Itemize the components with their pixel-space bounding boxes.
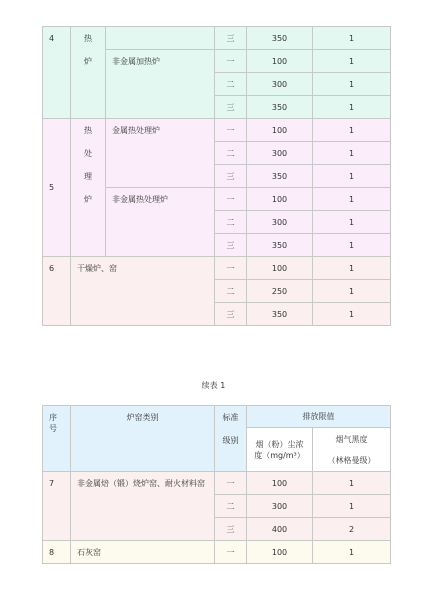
grade: 一 <box>215 472 247 495</box>
dust-value: 350 <box>247 303 313 326</box>
grade: 一 <box>215 541 247 564</box>
dust-value: 100 <box>247 50 313 73</box>
seq-header: 序 号 <box>43 406 71 472</box>
kiln-type-header: 炉窑类别 <box>71 406 215 472</box>
sub-type: 非金属加热炉 <box>106 50 215 119</box>
blackness: 1 <box>313 96 391 119</box>
kiln-type: 非金属焙（锻）烧炉窑、耐火材料窑 <box>71 472 215 541</box>
kiln-type: 石灰窑 <box>71 541 215 564</box>
kiln-type: 干燥炉、窑 <box>71 257 215 326</box>
blackness: 1 <box>313 50 391 73</box>
blackness: 1 <box>313 142 391 165</box>
table-caption: 续表 1 <box>201 381 226 390</box>
row-number: 4 <box>43 27 71 119</box>
grade: 三 <box>215 303 247 326</box>
grade: 三 <box>215 165 247 188</box>
blackness: 1 <box>313 188 391 211</box>
grade: 三 <box>215 96 247 119</box>
dust-value: 100 <box>247 472 313 495</box>
grade-header: 标准 级别 <box>215 406 247 472</box>
blackness: 1 <box>313 165 391 188</box>
grade: 一 <box>215 50 247 73</box>
dust-value: 350 <box>247 165 313 188</box>
blackness: 1 <box>313 73 391 96</box>
grade: 二 <box>215 142 247 165</box>
blackness: 1 <box>313 541 391 564</box>
dust-value: 100 <box>247 541 313 564</box>
dust-header: 烟（粉）尘浓 度（mg/m³） <box>247 428 313 472</box>
blackness: 1 <box>313 303 391 326</box>
emission-table-part1 <box>42 26 391 326</box>
dust-value: 300 <box>247 211 313 234</box>
dust-value: 350 <box>247 96 313 119</box>
dust-value: 100 <box>247 119 313 142</box>
dust-value: 100 <box>247 188 313 211</box>
blackness: 1 <box>313 280 391 303</box>
dust-value: 100 <box>247 257 313 280</box>
kiln-type: 热 炉 <box>71 27 106 119</box>
dust-value: 300 <box>247 73 313 96</box>
grade: 一 <box>215 188 247 211</box>
grade: 三 <box>215 27 247 50</box>
blackness: 1 <box>313 234 391 257</box>
sub-type <box>106 27 215 50</box>
grade: 一 <box>215 257 247 280</box>
grade: 二 <box>215 73 247 96</box>
dust-value: 300 <box>247 142 313 165</box>
emission-table-part2 <box>42 405 391 564</box>
blackness-header: 烟气黑度 （林格曼级） <box>313 428 391 472</box>
blackness: 2 <box>313 518 391 541</box>
grade: 二 <box>215 280 247 303</box>
dust-value: 400 <box>247 518 313 541</box>
grade: 一 <box>215 119 247 142</box>
row-number: 6 <box>43 257 71 326</box>
blackness: 1 <box>313 211 391 234</box>
blackness: 1 <box>313 27 391 50</box>
dust-value: 350 <box>247 27 313 50</box>
sub-type: 金属热处理炉 <box>106 119 215 188</box>
grade: 二 <box>215 495 247 518</box>
sub-type: 非金属热处理炉 <box>106 188 215 257</box>
blackness: 1 <box>313 119 391 142</box>
emission-limit-header: 排放限值 <box>247 406 391 428</box>
kiln-type: 热 处 理 炉 <box>71 119 106 257</box>
blackness: 1 <box>313 472 391 495</box>
row-number: 8 <box>43 541 71 564</box>
dust-value: 250 <box>247 280 313 303</box>
row-number: 5 <box>43 119 71 257</box>
grade: 二 <box>215 211 247 234</box>
blackness: 1 <box>313 257 391 280</box>
grade: 三 <box>215 234 247 257</box>
dust-value: 300 <box>247 495 313 518</box>
blackness: 1 <box>313 495 391 518</box>
grade: 三 <box>215 518 247 541</box>
dust-value: 350 <box>247 234 313 257</box>
row-number: 7 <box>43 472 71 541</box>
